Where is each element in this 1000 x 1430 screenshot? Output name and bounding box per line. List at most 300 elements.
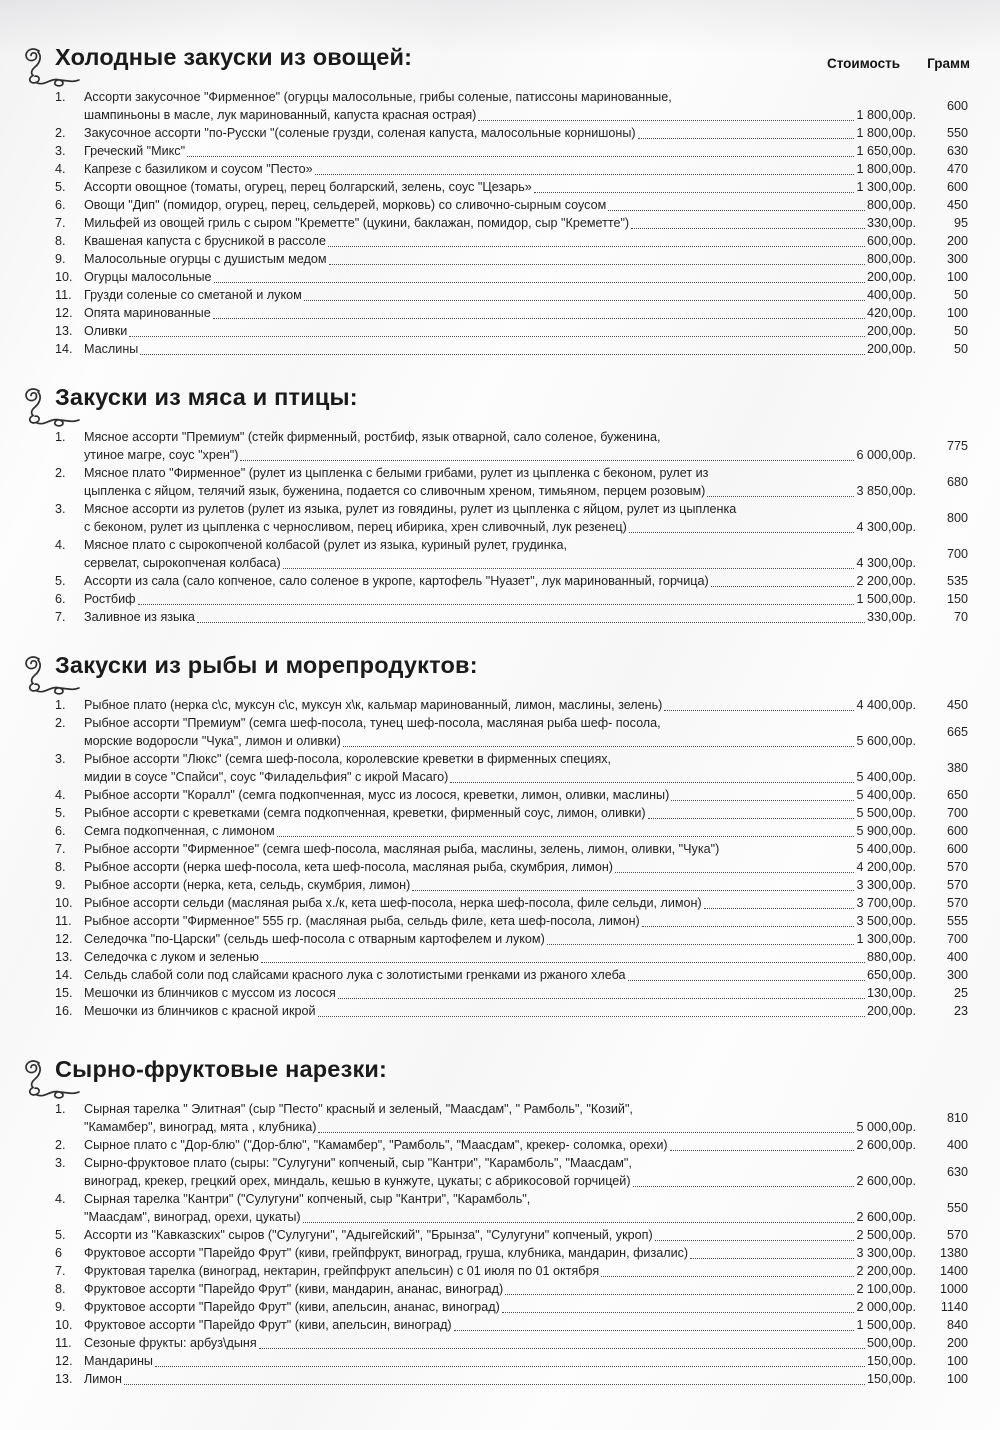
item-number: 8. [55,1282,66,1296]
item-price: 5 600,00р. [856,734,916,748]
item-text-line: Рыбное ассорти "Люкс" (семга шеф-посола, королевские креветки в фирменных специях, [84,752,612,766]
item-number: 9. [55,878,66,892]
dotted-leader [547,944,855,945]
item-price: 2 100,00р. [856,1282,916,1296]
item-number: 6 [55,1246,63,1260]
item-grams: 810 [946,1111,968,1125]
item-grams: 550 [946,126,968,140]
item-number: 4. [55,538,66,552]
item-text-line [84,554,916,572]
dotted-leader [328,246,865,247]
menu-section [55,384,968,626]
dotted-leader [187,156,854,157]
item-text: Фруктовое ассорти "Парейдо Фрут" (киви, апельсин, виноград) [84,1318,452,1332]
item-number: 7. [55,216,66,230]
item-grams: 535 [946,574,968,588]
dotted-leader [633,1186,855,1187]
item-number: 9. [55,252,66,266]
item-number: 2. [55,716,66,730]
item-grams: 100 [946,1354,968,1368]
menu-item-row [55,894,968,912]
item-text-line [84,1172,916,1190]
item-text-line [84,340,916,358]
item-text-line [84,304,916,322]
menu-item-row [55,786,968,804]
item-text-line: Сырно-фруктовое плато (сыры: "Сулугуни" копченый, сыр "Кантри", "Карамболь", "Маасдам", [84,1156,632,1170]
item-text-line [84,142,916,160]
item-body [84,1100,916,1136]
item-text-line [84,446,916,464]
item-body [84,1370,916,1388]
item-number: 7. [55,1264,66,1278]
item-grams: 650 [946,788,968,802]
dotted-leader [412,890,854,891]
dotted-leader [315,174,855,175]
item-price: 200,00р. [866,270,916,284]
item-price: 130,00р. [866,986,916,1000]
item-grams: 380 [946,761,968,775]
item-body [84,572,916,590]
dotted-leader [214,282,865,283]
item-grams: 555 [946,914,968,928]
item-grams: 50 [953,288,968,302]
item-text: Ассорти овощное (томаты, огурец, перец болгарский, зелень, соус "Цезарь» [84,180,532,194]
menu-item-row [55,1262,968,1280]
menu-item-row [55,124,968,142]
section-header [55,384,968,428]
item-price: 5 000,00р. [856,1120,916,1134]
item-grams: 550 [946,1201,968,1215]
item-text: Рыбное ассорти "Коралл" (семга подкопченная, мусс из лосося, креветки, лимон, оливки, маслины) [84,788,670,802]
item-price: 5 400,00р. [856,788,916,802]
menu-sections [55,44,968,1388]
menu-item-row [55,1334,968,1352]
item-grams: 1380 [939,1246,968,1260]
item-number: 15. [55,986,73,1000]
item-number: 6. [55,198,66,212]
item-body [84,858,916,876]
menu-item-row [55,1002,968,1020]
dotted-leader [711,586,855,587]
item-text-line [84,178,916,196]
item-text: Сельдь слабой соли под слайсами красного лука с золотистыми гренками из ржаного хлеба [84,968,626,982]
item-text-line: Рыбное ассорти "Премиум" (семга шеф-посола, тунец шеф-посола, масляная рыба шеф- посола, [84,716,661,730]
dotted-leader [670,1150,855,1151]
item-number: 5. [55,1228,66,1242]
dotted-leader [648,818,855,819]
item-text: Селедочка с луком и зеленью [84,950,260,964]
item-text: Мешочки из блинчиков с красной икрой [84,1004,316,1018]
menu-item-row [55,608,968,626]
item-price: 2 500,00р. [856,1228,916,1242]
menu-item-row [55,1190,968,1226]
item-price: 2 000,00р. [856,1300,916,1314]
item-grams: 100 [946,270,968,284]
menu-item-row [55,428,968,464]
item-text-line [84,482,916,500]
price-column-header: Стоимость [826,56,900,71]
item-text-line [84,696,916,714]
item-number: 5. [55,180,66,194]
item-grams: 680 [946,475,968,489]
item-price: 200,00р. [866,324,916,338]
item-body [84,1226,916,1244]
item-text-line [84,1136,916,1154]
item-text-line: Мясное плато с сырокопченой колбасой (рулет из языка, куриный рулет, грудинка, [84,538,567,552]
dotted-leader [454,1330,855,1331]
item-body [84,88,916,124]
item-price: 800,00р. [866,198,916,212]
item-grams: 400 [946,950,968,964]
dotted-leader [628,980,865,981]
menu-item-row [55,696,968,714]
menu-item-row [55,912,968,930]
item-body [84,214,916,232]
menu-item-row [55,1226,968,1244]
dotted-leader [318,1132,854,1133]
item-price: 4 200,00р. [856,860,916,874]
dotted-leader [155,1366,865,1367]
item-text-line [84,948,916,966]
item-number: 12. [55,306,73,320]
item-text-line [84,1208,916,1226]
item-text-line [84,1244,916,1262]
dotted-leader [534,192,855,193]
item-text-line: Ассорти закусочное "Фирменное" (огурцы малосольные, грибы соленые, патиссоны маринованные, [84,90,672,104]
menu-item-row [55,214,968,232]
menu-item-row [55,500,968,536]
item-body [84,1352,916,1370]
dotted-leader [259,1348,865,1349]
dotted-leader [690,1258,854,1259]
item-price: 2 200,00р. [856,574,916,588]
item-text-line [84,286,916,304]
dotted-leader [213,318,865,319]
item-text: Сезоные фрукты: арбуз\дыня [84,1336,257,1350]
item-grams: 700 [946,932,968,946]
item-grams: 1400 [939,1264,968,1278]
dotted-leader [303,1222,855,1223]
item-text: Рыбное ассорти (нерка шеф-посола, кета шеф-посола, масляная рыба, скумбрия, лимон) [84,860,613,874]
dotted-leader [664,710,854,711]
dotted-leader [642,926,855,927]
item-body [84,912,916,930]
item-grams: 700 [946,806,968,820]
item-price: 3 300,00р. [856,1246,916,1260]
item-price: 4 300,00р. [856,520,916,534]
menu-item-row [55,160,968,178]
section-title: Закуски из мяса и птицы: [55,384,358,410]
dotted-leader [478,120,854,121]
item-text: Сырное плато с "Дор-блю" ("Дор-блю", "Камамбер", "Рамболь", "Маасдам", крекер- соломка, орехи) [84,1138,668,1152]
menu-item-row [55,286,968,304]
item-text-line [84,1298,916,1316]
dotted-leader [261,962,865,963]
dotted-leader [629,532,855,533]
item-text: Малосольные огурцы с душистым медом [84,252,327,266]
item-body [84,1298,916,1316]
dotted-leader [601,1276,854,1277]
menu-item-row [55,1136,968,1154]
item-number: 9. [55,1300,66,1314]
item-price: 1 650,00р. [856,144,916,158]
item-price: 1 800,00р. [856,162,916,176]
item-text-line [84,768,916,786]
item-body [84,286,916,304]
menu-section [55,1056,968,1388]
item-text-line [84,930,916,948]
item-body [84,500,916,536]
item-text-line [84,894,916,912]
item-text: утиное магре, соус "хрен") [84,448,239,462]
item-body [84,1334,916,1352]
item-text: Лимон [84,1372,122,1386]
item-body [84,464,916,500]
item-body [84,822,916,840]
menu-item-row [55,304,968,322]
item-body [84,714,916,750]
item-number: 1. [55,698,66,712]
menu-item-row [55,178,968,196]
item-text: Мандарины [84,1354,153,1368]
item-price: 400,00р. [866,288,916,302]
menu-section [55,652,968,1020]
item-number: 13. [55,950,73,964]
dotted-leader [638,138,855,139]
item-body [84,428,916,464]
item-grams: 570 [946,878,968,892]
item-text-line [84,876,916,894]
item-grams: 1000 [939,1282,968,1296]
section-items [55,428,968,626]
item-text-line [84,858,916,876]
item-price: 200,00р. [866,1004,916,1018]
dotted-leader [277,836,855,837]
item-body [84,1262,916,1280]
item-number: 5. [55,806,66,820]
menu-item-row [55,1100,968,1136]
dotted-leader [450,782,854,783]
menu-item-row [55,714,968,750]
item-text: шампиньоны в масле, лук маринованный, капуста красная острая) [84,108,477,122]
item-text: Огурцы малосольные [84,270,212,284]
menu-item-row [55,232,968,250]
item-price: 5 500,00р. [856,806,916,820]
item-grams: 800 [946,511,968,525]
dotted-leader [631,228,865,229]
item-text-line [84,804,916,822]
item-text: Селедочка "по-Царски" (сельдь шеф-посола с отварным картофелем и луком) [84,932,545,946]
item-text: морские водоросли "Чука", лимон и оливки) [84,734,341,748]
item-price: 600,00р. [866,234,916,248]
item-text: Рыбное ассорти (нерка, кета, сельдь, скумбрия, лимон) [84,878,411,892]
item-number: 13. [55,324,73,338]
item-number: 2. [55,1138,66,1152]
item-text: цыпленка с яйцом, телячий язык, буженина, подается со сливочным хреном, тимьяном, перцем розовым) [84,484,706,498]
item-price: 420,00р. [866,306,916,320]
item-number: 10. [55,896,73,910]
item-price: 2 600,00р. [856,1210,916,1224]
item-price: 200,00р. [866,342,916,356]
item-price: 1 500,00р. [856,1318,916,1332]
item-text-line [84,984,916,1002]
item-price: 330,00р. [866,216,916,230]
item-number: 4. [55,162,66,176]
section-title: Сырно-фруктовые нарезки: [55,1056,388,1082]
item-text: Овощи "Дип" (помидор, огурец, перец, сельдерей, морковь) со сливочно-сырным соусом [84,198,607,212]
item-text: Рыбное ассорти сельди (масляная рыба х./к, кета шеф-посола, нерка шеф-посола, филе сельди, лимон) [84,896,702,910]
menu-item-row [55,858,968,876]
item-body [84,1244,916,1262]
item-body [84,804,916,822]
item-number: 8. [55,234,66,248]
item-number: 6. [55,592,66,606]
menu-item-row [55,1298,968,1316]
item-grams: 470 [946,162,968,176]
item-body [84,590,916,608]
section-items [55,88,968,358]
item-price: 3 850,00р. [856,484,916,498]
item-price: 1 500,00р. [856,592,916,606]
item-text-line [84,608,916,626]
item-price: 4 400,00р. [856,698,916,712]
item-number: 4. [55,1192,66,1206]
item-grams: 600 [946,824,968,838]
dotted-leader [502,1312,855,1313]
item-body [84,750,916,786]
item-text-line [84,196,916,214]
item-text: "Маасдам", виноград, орехи, цукаты) [84,1210,301,1224]
item-grams: 600 [946,99,968,113]
item-number: 3. [55,502,66,516]
item-body [84,304,916,322]
item-text-line [84,1226,916,1244]
item-body [84,250,916,268]
item-text: виноград, крекер, грецкий орех, миндаль, кешью в кунжуте, цукаты; с абрикосовой горчицей) [84,1174,631,1188]
item-body [84,840,916,858]
item-price: 3 700,00р. [856,896,916,910]
item-text-line [84,518,916,536]
item-body [84,984,916,1002]
item-price: 880,00р. [866,950,916,964]
menu-item-row [55,948,968,966]
item-grams: 100 [946,1372,968,1386]
item-body [84,786,916,804]
item-grams: 50 [953,342,968,356]
dotted-leader [124,1384,865,1385]
item-text-line: Мясное ассорти из рулетов (рулет из языка, рулет из говядины, рулет из цыпленка с яйцом, рулет из цыпленка [84,502,737,516]
item-number: 8. [55,860,66,874]
item-body [84,696,916,714]
item-grams: 70 [953,610,968,624]
item-body [84,966,916,984]
item-grams: 700 [946,547,968,561]
item-text: Заливное из языка [84,610,195,624]
item-text: Рыбное ассорти "Фирменное" (семга шеф-посола, масляная рыба, маслины, зелень, лимон, оливки, "Чука") [84,842,720,856]
item-text-line [84,786,916,804]
item-price: 6 000,00р. [856,448,916,462]
item-price: 3 300,00р. [856,878,916,892]
dotted-leader [283,568,855,569]
item-grams: 1140 [940,1300,968,1314]
item-body [84,1154,916,1190]
item-price: 5 900,00р. [856,824,916,838]
item-text: Капрезе с базиликом и соусом "Песто» [84,162,313,176]
item-grams: 570 [946,860,968,874]
dotted-leader [671,800,854,801]
item-grams: 25 [953,986,968,1000]
item-grams: 50 [953,324,968,338]
dotted-leader [140,354,865,355]
item-price: 1 800,00р. [856,108,916,122]
item-price: 5 400,00р. [856,842,916,856]
item-text: Фруктовое ассорти "Парейдо Фрут" (киви, мандарин, ананас, виноград) [84,1282,504,1296]
menu-item-row [55,1280,968,1298]
menu-item-row [55,1352,968,1370]
section-header [55,44,968,88]
item-grams: 600 [946,180,968,194]
item-grams: 95 [953,216,968,230]
menu-item-row [55,572,968,590]
item-text: Ассорти из "Кавказских" сыров ("Сулугуни", "Адыгейский", "Брынза", "Сулугуни" копченый, укроп) [84,1228,653,1242]
item-number: 16. [55,1004,73,1018]
menu-item-row [55,1316,968,1334]
item-text-line [84,1370,916,1388]
dotted-leader [138,604,855,605]
item-body [84,930,916,948]
item-grams: 200 [946,1336,968,1350]
dotted-leader [655,1240,855,1241]
item-body [84,142,916,160]
item-number: 1. [55,430,66,444]
item-text-line [84,732,916,750]
menu-item-row [55,1244,968,1262]
dotted-leader [304,300,865,301]
item-text: Квашеная капуста с брусникой в рассоле [84,234,326,248]
menu-item-row [55,88,968,124]
item-text: с беконом, рулет из цыпленка с черносливом, перец ибирика, хрен сливочный, лук резенец) [84,520,627,534]
item-text-line [84,822,916,840]
item-text-line [84,1316,916,1334]
item-text-line: Мясное ассорти "Премиум" (стейк фирменный, ростбиф, язык отварной, сало соленое, буженина, [84,430,661,444]
item-grams: 570 [946,1228,968,1242]
item-price: 5 400,00р. [856,770,916,784]
menu-item-row [55,822,968,840]
item-grams: 150 [946,592,968,606]
item-number: 6. [55,824,66,838]
item-number: 13. [55,1372,73,1386]
item-price: 1 300,00р. [856,932,916,946]
item-body [84,160,916,178]
item-text: Рыбное ассорти с креветками (семга подкопченная, креветки, фирменный соус, лимон, оливки) [84,806,646,820]
dotted-leader [318,1016,865,1017]
menu-item-row [55,804,968,822]
item-text: Рыбное ассорти "Фирменное" 555 гр. (масляная рыба, сельдь филе, кета шеф-посола, лимон) [84,914,640,928]
item-body [84,1136,916,1154]
item-body [84,340,916,358]
item-body [84,1002,916,1020]
section-title: Закуски из рыбы и морепродуктов: [55,652,478,678]
item-price: 1 300,00р. [856,180,916,194]
item-body [84,876,916,894]
item-number: 4. [55,788,66,802]
item-grams: 300 [946,252,968,266]
item-grams: 570 [946,896,968,910]
item-price: 150,00р. [866,1354,916,1368]
item-text-line [84,1352,916,1370]
item-body [84,178,916,196]
item-number: 11. [55,1336,72,1350]
